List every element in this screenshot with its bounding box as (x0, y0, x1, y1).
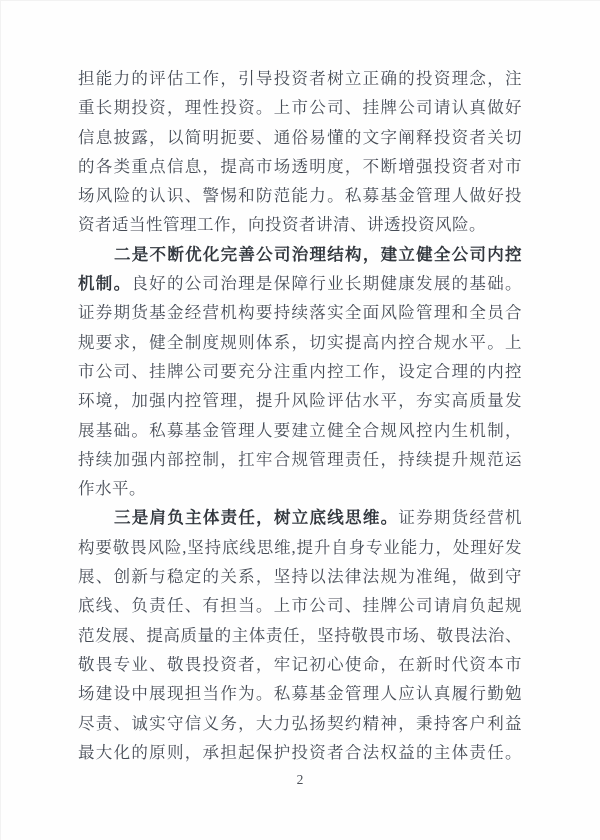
text-line (78, 269, 522, 298)
line-text-segment: 持续加强内部控制，扛牢合规管理责任，持续提升规范运 (78, 449, 522, 469)
text-line (78, 328, 522, 357)
line-bold-segment: 三是肩负主体责任，树立底线思维。 (114, 508, 399, 528)
line-text-segment: 环境，加强内控管理，提升风险评估水平，夯实高质量发 (78, 391, 522, 411)
text-line (78, 738, 522, 767)
line-text-segment: 场风险的认识、警惕和防范能力。私募基金管理人做好投 (78, 186, 522, 206)
line-text-segment: 的各类重点信息，提高市场透明度，不断增强投资者对市 (78, 156, 522, 176)
document-body (78, 64, 522, 767)
line-bold-segment: 机制。 (78, 274, 132, 294)
line-text-segment: 重长期投资，理性投资。上市公司、挂牌公司请认真做好 (78, 98, 522, 118)
line-text-segment: 展基础。私募基金管理人要建立健全合规风控内生机制， (78, 420, 522, 440)
line-text-segment: 场建设中展现担当作为。私募基金管理人应认真履行勤勉 (78, 684, 522, 704)
text-line (78, 416, 522, 445)
page-number: 2 (296, 772, 304, 787)
text-line (78, 679, 522, 708)
line-text-segment: 证券期货经营机 (398, 508, 523, 528)
line-text-segment: 良好的公司治理是保障行业长期健康发展的基础。 (131, 274, 523, 294)
line-text-segment: 敬畏专业、敬畏投资者，牢记初心使命，在新时代资本市 (78, 654, 522, 674)
line-bold-segment: 二是不断优化完善公司治理结构，建立健全公司内控 (114, 244, 522, 264)
paragraph-heading-line (78, 503, 522, 532)
text-line (78, 533, 522, 562)
text-line (78, 445, 522, 474)
text-line (78, 357, 522, 386)
text-line (78, 709, 522, 738)
text-line (78, 123, 522, 152)
line-text-segment: 信息披露，以简明扼要、通俗易懂的文字阐释投资者关切 (78, 127, 522, 147)
text-line (78, 386, 522, 415)
line-text-segment: 构要敬畏风险,坚持底线思维,提升自身专业能力，处理好发 (78, 537, 522, 557)
text-line (78, 621, 522, 650)
text-line (78, 591, 522, 620)
text-line (78, 93, 522, 122)
line-text-segment: 证券期货基金经营机构要持续落实全面风险管理和全员合 (78, 303, 522, 323)
line-text-segment: 担能力的评估工作，引导投资者树立正确的投资理念，注 (78, 69, 522, 88)
text-line (78, 298, 522, 327)
line-text-segment: 资者适当性管理工作，向投资者讲清、讲透投资风险。 (78, 215, 486, 235)
line-text-segment: 作水平。 (78, 479, 146, 499)
line-text-segment: 底线、负责任、有担当。上市公司、挂牌公司请肩负起规 (78, 596, 522, 616)
line-text-segment: 尽责、诚实守信义务，大力弘扬契约精神，秉持客户利益 (78, 713, 522, 733)
paragraph-heading-line (78, 240, 522, 269)
text-line (78, 474, 522, 503)
line-text-segment: 展、创新与稳定的关系，坚持以法律法规为准绳，做到守 (78, 567, 522, 587)
line-text-segment: 范发展、提高质量的主体责任，坚持敬畏市场、敬畏法治、 (78, 625, 522, 645)
text-line (78, 562, 522, 591)
line-text-segment: 规要求，健全制度规则体系，切实提高内控合规水平。上 (78, 332, 522, 352)
text-line (78, 152, 522, 181)
text-line (78, 64, 522, 93)
line-text-segment: 市公司、挂牌公司要充分注重内控工作，设定合理的内控 (78, 361, 522, 381)
text-line (78, 650, 522, 679)
line-text-segment: 最大化的原则，承担起保护投资者合法权益的主体责任。 (78, 742, 522, 762)
text-line (78, 210, 522, 239)
text-line (78, 181, 522, 210)
